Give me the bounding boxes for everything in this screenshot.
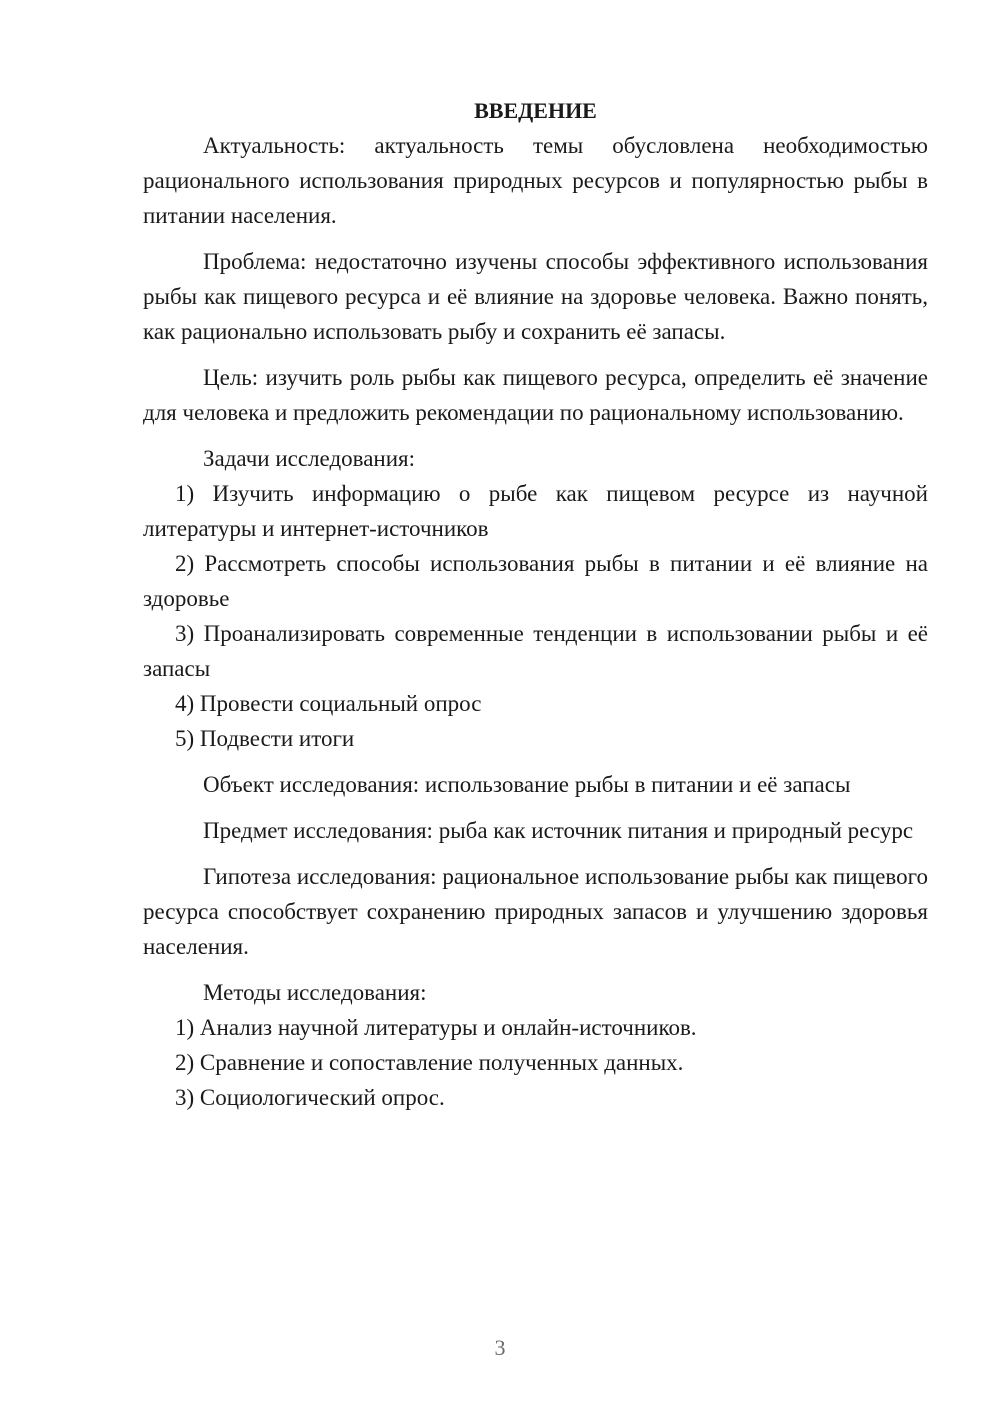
method-item: 1) Анализ научной литературы и онлайн-источников.: [175, 1015, 697, 1040]
problem-paragraph: Проблема: недостаточно изучены способы эффективного использования рыбы как пищевого ресурса и её влияние на здоровье человека. Важно понять, как рационально использовать рыбу и сохранить её запасы.: [143, 249, 928, 344]
task-item: 1) Изучить информацию о рыбе как пищевом ресурсе из научной литературы и интернет-источников: [143, 481, 928, 541]
page-title: ВВЕДЕНИЕ: [474, 98, 597, 123]
relevance-paragraph: Актуальность: актуальность темы обусловлена необходимостью рационального использования природных ресурсов и популярностью рыбы в питании населения.: [143, 133, 928, 228]
hypothesis-paragraph: Гипотеза исследования: рациональное использование рыбы как пищевого ресурса способствует сохранению природных запасов и улучшению здоровья населения.: [143, 864, 928, 959]
method-item: 3) Социологический опрос.: [175, 1085, 445, 1110]
subject-paragraph: Предмет исследования: рыба как источник питания и природный ресурс: [203, 818, 914, 843]
page-content: [143, 93, 928, 1115]
tasks-heading: Задачи исследования:: [203, 446, 416, 471]
goal-paragraph: Цель: изучить роль рыбы как пищевого ресурса, определить её значение для человека и предложить рекомендации по рациональному использованию.: [143, 365, 928, 425]
task-item: 3) Проанализировать современные тенденции в использовании рыбы и её запасы: [143, 621, 928, 681]
task-item: 4) Провести социальный опрос: [175, 691, 482, 716]
page-number: 3: [494, 1335, 506, 1360]
task-item: 5) Подвести итоги: [175, 726, 355, 751]
method-item: 2) Сравнение и сопоставление полученных данных.: [175, 1050, 684, 1075]
object-paragraph: Объект исследования: использование рыбы в питании и её запасы: [203, 772, 851, 797]
methods-heading: Методы исследования:: [203, 980, 427, 1005]
task-item: 2) Рассмотреть способы использования рыбы в питании и её влияние на здоровье: [143, 551, 928, 611]
